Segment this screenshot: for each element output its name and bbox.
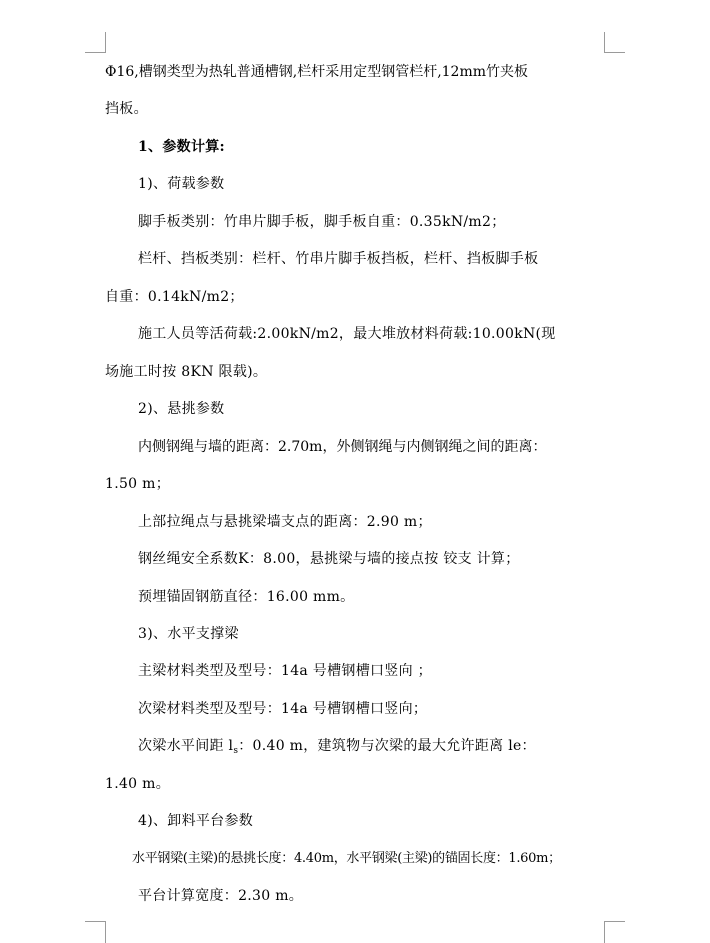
text-line: Φ16,槽钢类型为热轧普通槽钢,栏杆采用定型钢管栏杆,12mm竹夹板 xyxy=(105,64,529,80)
text-line: 1.40 m。 xyxy=(105,776,170,792)
text-line: 脚手板类别：竹串片脚手板，脚手板自重：0.35kN/m2； xyxy=(138,214,506,230)
subsection-heading: 1)、荷载参数 xyxy=(138,176,225,192)
text-line: 上部拉绳点与悬挑梁墙支点的距离：2.90 m； xyxy=(138,514,432,530)
subsection-heading: 4)、卸料平台参数 xyxy=(138,813,254,829)
subscript: s xyxy=(233,746,239,756)
text-line: 场施工时按 8KN 限载)。 xyxy=(105,364,268,380)
text-line: 栏杆、挡板类别：栏杆、竹串片脚手板挡板，栏杆、挡板脚手板 xyxy=(138,251,539,267)
text-fragment: 次梁水平间距 l xyxy=(138,738,234,754)
text-line: 水平钢梁(主梁)的悬挑长度：4.40m，水平钢梁(主梁)的锚固长度：1.60m； xyxy=(132,851,561,866)
crop-mark-bottom-left-horizontal xyxy=(85,921,106,922)
text-line: 次梁材料类型及型号：14a 号槽钢槽口竖向； xyxy=(138,701,428,717)
crop-mark-top-left-vertical xyxy=(105,32,106,52)
crop-mark-top-left-horizontal xyxy=(85,52,106,53)
subsection-heading: 2)、悬挑参数 xyxy=(138,401,225,417)
subsection-heading: 3)、水平支撑梁 xyxy=(138,626,239,642)
text-line: 钢丝绳安全系数K：8.00，悬挑梁与墙的接点按 铰支 计算； xyxy=(138,551,520,567)
crop-mark-bottom-left-vertical xyxy=(105,921,106,943)
section-heading: 1、参数计算: xyxy=(138,139,226,155)
crop-mark-top-right-vertical xyxy=(604,32,605,52)
text-line: 自重：0.14kN/m2； xyxy=(105,289,244,305)
text-fragment: ：0.40 m，建筑物与次梁的最大允许距离 le： xyxy=(238,738,536,754)
text-line: 平台计算宽度：2.30 m。 xyxy=(138,888,304,904)
crop-mark-bottom-right-vertical xyxy=(604,921,605,943)
text-line: 预埋锚固钢筋直径：16.00 mm。 xyxy=(138,589,355,605)
text-line: 1.50 m； xyxy=(105,476,170,492)
text-line: 挡板。 xyxy=(105,101,148,117)
text-line xyxy=(138,736,536,761)
crop-mark-bottom-right-horizontal xyxy=(604,921,625,922)
text-line: 主梁材料类型及型号：14a 号槽钢槽口竖向 ； xyxy=(138,663,432,679)
crop-mark-top-right-horizontal xyxy=(604,52,625,53)
text-line: 内侧钢绳与墙的距离：2.70m，外侧钢绳与内侧钢绳之间的距离： xyxy=(138,439,547,455)
text-line: 施工人员等活荷载:2.00kN/m2，最大堆放材料荷载:10.00kN(现 xyxy=(138,326,556,342)
